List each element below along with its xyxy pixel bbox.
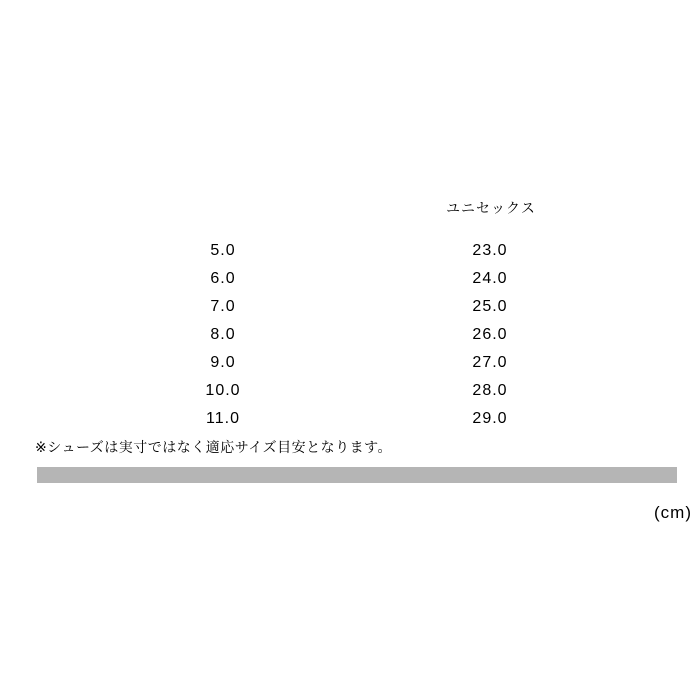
shoe-size-value: 9.0 bbox=[210, 354, 236, 371]
cm-value: 24.0 bbox=[472, 270, 508, 287]
table-row bbox=[0, 237, 700, 265]
table-row bbox=[0, 349, 700, 377]
unit-label: (cm) bbox=[654, 503, 692, 522]
table-row bbox=[0, 293, 700, 321]
cm-value: 29.0 bbox=[472, 410, 508, 427]
shoe-size-value: 7.0 bbox=[210, 298, 236, 315]
size-disclaimer-note: ※シューズは実寸ではなく適応サイズ目安となります。 bbox=[35, 439, 393, 455]
table-row bbox=[0, 405, 700, 433]
shoe-size-value: 11.0 bbox=[206, 410, 240, 427]
cm-value: 23.0 bbox=[472, 242, 508, 259]
divider-bar bbox=[37, 467, 677, 483]
shoe-size-value: 6.0 bbox=[210, 270, 236, 287]
cm-value: 25.0 bbox=[472, 298, 508, 315]
shoe-size-value: 8.0 bbox=[210, 326, 236, 343]
table-row bbox=[0, 265, 700, 293]
shoe-size-value: 5.0 bbox=[210, 242, 236, 259]
shoe-size-value: 10.0 bbox=[205, 382, 241, 399]
cm-value: 26.0 bbox=[472, 326, 508, 343]
table-row bbox=[0, 321, 700, 349]
size-table bbox=[0, 237, 700, 433]
column-header-unisex: ユニセックス bbox=[446, 200, 536, 216]
table-row bbox=[0, 377, 700, 405]
cm-value: 27.0 bbox=[472, 354, 508, 371]
cm-value: 28.0 bbox=[472, 382, 508, 399]
